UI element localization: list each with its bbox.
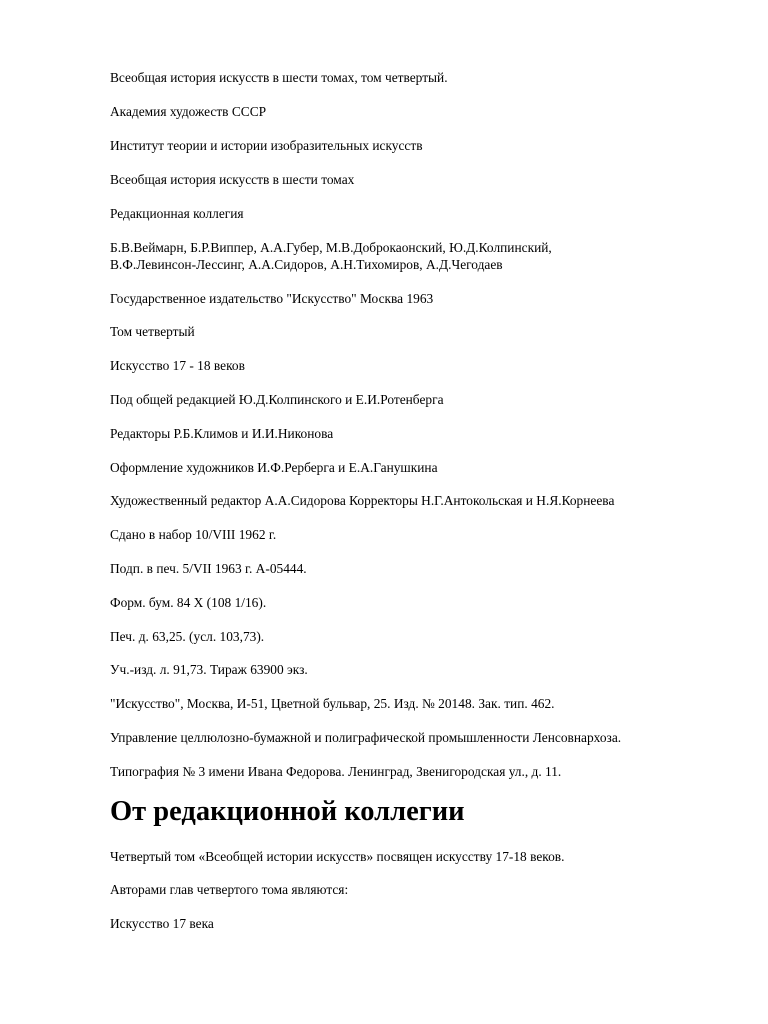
publisher-line: Государственное издательство "Искусство" Москва 1963 [110,291,434,306]
volume-line: Том четвертый [110,324,195,339]
series-title-line: Всеобщая история искусств в шести томах [110,172,355,187]
publisher-address-line: "Искусство", Москва, И-51, Цветной бульвар, 25. Изд. № 20148. Зак. тип. 462. [110,696,555,711]
authors-paragraph: Авторами глав четвертого тома являются: [110,882,349,897]
print-date-line: Подп. в печ. 5/VII 1963 г. А-05444. [110,561,307,576]
general-editors-line: Под общей редакцией Ю.Д.Колпинского и Е.И.Ротенберга [110,392,444,407]
editors-line: Редакторы Р.Б.Климов и И.И.Никонова [110,426,334,441]
management-line: Управление целлюлозно-бумажной и полиграфической промышленности Ленсовнархоза. [110,730,622,745]
editorial-board-names-2: В.Ф.Левинсон-Лессинг, А.А.Сидоров, А.Н.Тихомиров, А.Д.Чегодаев [110,257,503,272]
print-run-line: Уч.-изд. л. 91,73. Тираж 63900 экз. [110,662,308,677]
editorial-board-names-1: Б.В.Веймарн, Б.Р.Виппер, А.А.Губер, М.В.Доброкаонский, Ю.Д.Колпинский, [110,240,552,255]
intro-paragraph: Четвертый том «Всеобщей истории искусств» посвящен искусству 17-18 веков. [110,849,565,864]
paper-format-line: Форм. бум. 84 X (108 1/16). [110,595,267,610]
institute-line: Институт теории и истории изобразительных искусств [110,138,423,153]
art-editor-line: Художественный редактор А.А.Сидорова Корректоры Н.Г.Антокольская и Н.Я.Корнеева [110,493,615,508]
editorial-board-label: Редакционная коллегия [110,206,244,221]
typeset-date-line: Сдано в набор 10/VIII 1962 г. [110,527,277,542]
book-title-line: Всеобщая история искусств в шести томах, том четвертый. [110,70,448,85]
subsection-line: Искусство 17 века [110,916,214,931]
design-line: Оформление художников И.Ф.Рерберга и Е.А.Ганушкина [110,460,438,475]
section-heading: От редакционной коллегии [110,796,465,827]
academy-line: Академия художеств СССР [110,104,267,119]
volume-subject-line: Искусство 17 - 18 веков [110,358,245,373]
print-sheets-line: Печ. д. 63,25. (усл. 103,73). [110,629,265,644]
printing-house-line: Типография № 3 имени Ивана Федорова. Ленинград, Звенигородская ул., д. 11. [110,764,562,779]
